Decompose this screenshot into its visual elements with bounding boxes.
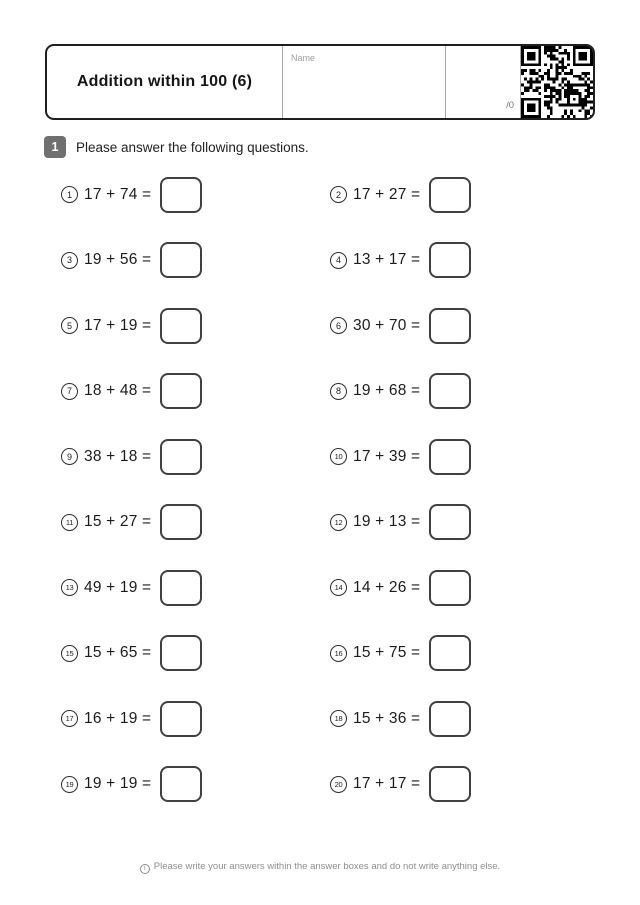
question-expression: 38 + 18 = [84,447,152,465]
question-number-badge: 18 [330,710,347,727]
questions-grid [61,162,599,817]
question-number-badge: 5 [61,317,78,334]
answer-box[interactable] [429,766,471,802]
answer-box[interactable] [429,373,471,409]
answer-box[interactable] [429,701,471,737]
question-item [61,555,330,621]
name-field[interactable] [283,46,446,118]
question-item [330,293,599,359]
worksheet-header [45,44,595,120]
question-item [61,686,330,752]
question-number-badge: 8 [330,383,347,400]
answer-box[interactable] [160,439,202,475]
question-item [330,359,599,425]
answer-box[interactable] [160,635,202,671]
question-expression: 15 + 27 = [84,513,152,531]
section-instruction: Please answer the following questions. [76,139,309,155]
question-expression: 17 + 27 = [353,185,421,203]
question-item [61,621,330,687]
question-item [61,424,330,490]
question-item [61,752,330,818]
question-expression: 17 + 74 = [84,185,152,203]
question-number-badge: 13 [61,579,78,596]
question-expression: 15 + 36 = [353,709,421,727]
question-number-badge: 14 [330,579,347,596]
question-number-badge: 12 [330,514,347,531]
question-expression: 19 + 68 = [353,382,421,400]
question-expression: 15 + 75 = [353,644,421,662]
question-number-badge: 19 [61,776,78,793]
question-number-badge: 10 [330,448,347,465]
question-item [330,424,599,490]
question-expression: 14 + 26 = [353,578,421,596]
question-item [330,228,599,294]
question-item [61,162,330,228]
question-item [61,293,330,359]
score-cell [446,46,521,118]
question-expression: 17 + 17 = [353,775,421,793]
answer-box[interactable] [429,439,471,475]
qr-code-icon [521,46,593,118]
answer-box[interactable] [160,504,202,540]
question-number-badge: 3 [61,252,78,269]
question-expression: 17 + 39 = [353,447,421,465]
answer-box[interactable] [160,766,202,802]
question-number-badge: 11 [61,514,78,531]
question-expression: 18 + 48 = [84,382,152,400]
answer-box[interactable] [160,570,202,606]
answer-box[interactable] [160,177,202,213]
answer-box[interactable] [429,308,471,344]
section-number-badge: 1 [44,136,66,158]
question-number-badge: 1 [61,186,78,203]
question-number-badge: 15 [61,645,78,662]
question-item [330,490,599,556]
question-item [61,490,330,556]
answer-box[interactable] [429,504,471,540]
question-number-badge: 9 [61,448,78,465]
answer-box[interactable] [429,570,471,606]
question-number-badge: 20 [330,776,347,793]
footer-note [0,861,640,874]
question-expression: 15 + 65 = [84,644,152,662]
question-number-badge: 2 [330,186,347,203]
question-expression: 17 + 19 = [84,316,152,334]
footer-note-text: Please write your answers within the answer boxes and do not write anything else. [153,861,501,872]
question-expression: 13 + 17 = [353,251,421,269]
page-title: Addition within 100 (6) [76,73,253,90]
question-number-badge: 4 [330,252,347,269]
section-heading [44,136,309,158]
answer-box[interactable] [429,177,471,213]
name-label: Name [290,53,315,63]
answer-box[interactable] [160,242,202,278]
question-number-badge: 6 [330,317,347,334]
score-value: /0 [506,100,514,111]
question-item [330,162,599,228]
question-item [330,555,599,621]
answer-box[interactable] [160,308,202,344]
question-expression: 16 + 19 = [84,709,152,727]
question-item [61,359,330,425]
title-cell [47,46,283,118]
question-item [330,686,599,752]
answer-box[interactable] [160,373,202,409]
question-expression: 19 + 56 = [84,251,152,269]
question-number-badge: 7 [61,383,78,400]
answer-box[interactable] [160,701,202,737]
question-item [61,228,330,294]
question-expression: 30 + 70 = [353,316,421,334]
question-expression: 49 + 19 = [84,578,152,596]
answer-box[interactable] [429,635,471,671]
question-expression: 19 + 19 = [84,775,152,793]
question-item [330,621,599,687]
question-number-badge: 16 [330,645,347,662]
info-icon: i [140,864,150,874]
answer-box[interactable] [429,242,471,278]
question-expression: 19 + 13 = [353,513,421,531]
question-item [330,752,599,818]
question-number-badge: 17 [61,710,78,727]
